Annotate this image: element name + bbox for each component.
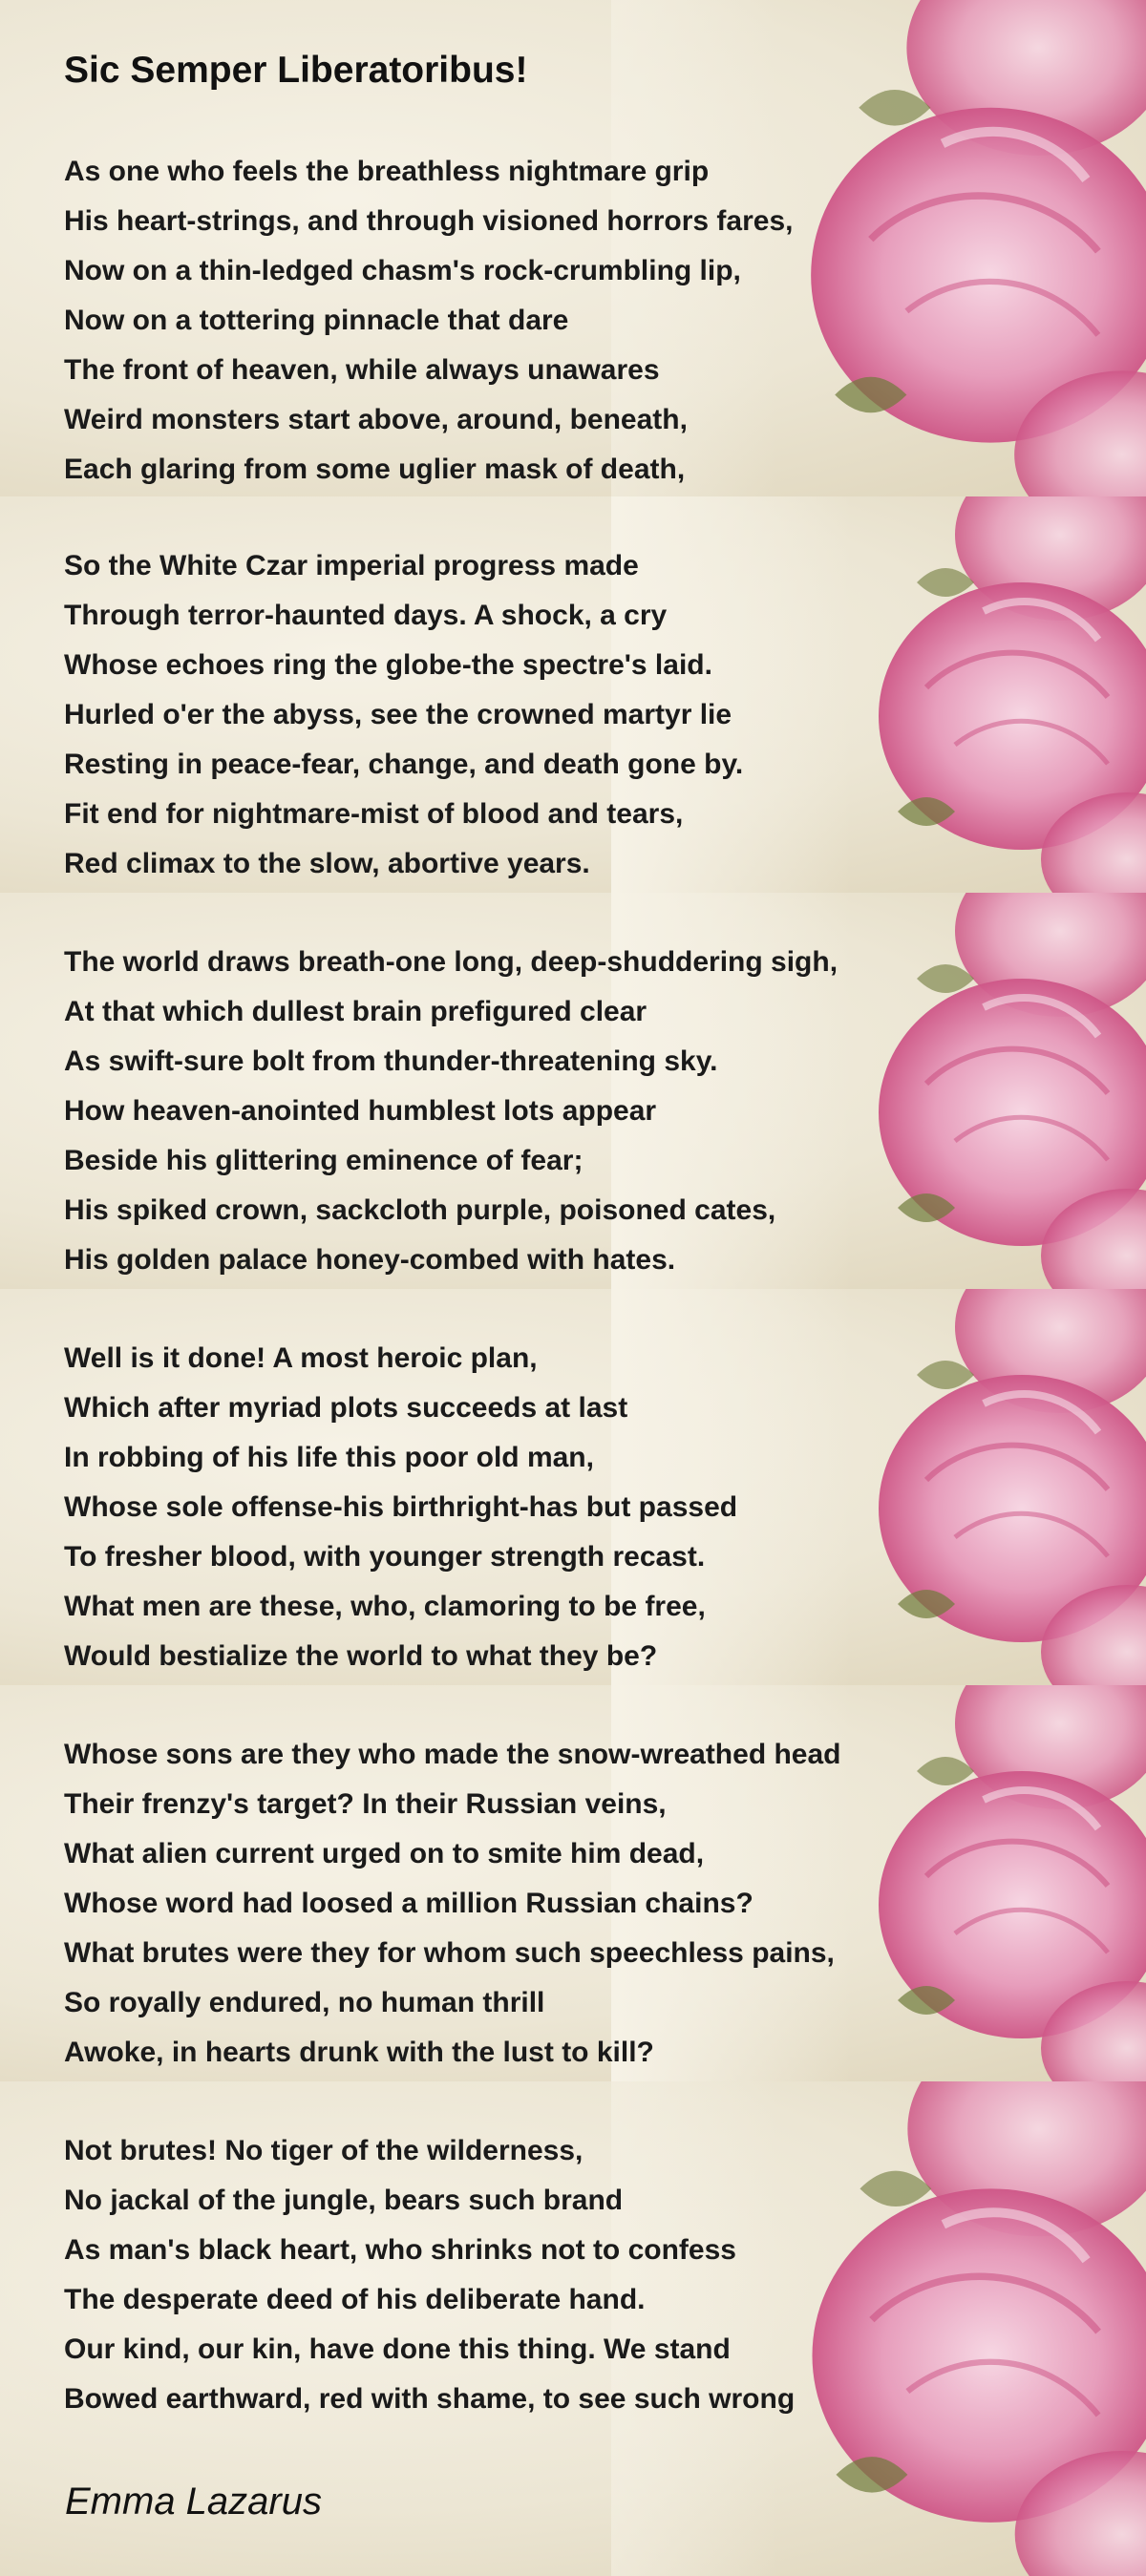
poem-author: Emma Lazarus (65, 2481, 322, 2523)
stanza (64, 938, 838, 1285)
poem-line: Bowed earthward, red with shame, to see such wrong (64, 2383, 796, 2415)
poem-line: No jackal of the jungle, bears such brand (64, 2185, 624, 2216)
poem-line: Resting in peace-fear, change, and death gone by. (64, 749, 744, 780)
poem-line: Whose echoes ring the globe-the spectre's laid. (64, 649, 712, 681)
poem-line: The front of heaven, while always unawares (64, 354, 660, 386)
poem-line: His spiked crown, sackcloth purple, poisoned cates, (64, 1194, 776, 1226)
poem-line: So royally endured, no human thrill (64, 1987, 545, 2018)
poem-line: His golden palace honey-combed with hates. (64, 1244, 676, 1276)
poem-line: Beside his glittering eminence of fear; (64, 1145, 584, 1176)
poem-title: Sic Semper Liberatoribus! (64, 50, 528, 91)
poem-line: Which after myriad plots succeeds at last (64, 1392, 628, 1424)
poem-line: Whose sole offense-his birthright-has but passed (64, 1491, 738, 1523)
poem-line: To fresher blood, with younger strength recast. (64, 1541, 706, 1573)
poem-line: Weird monsters start above, around, beneath, (64, 404, 688, 435)
poem-line: As swift-sure bolt from thunder-threatening sky. (64, 1045, 718, 1077)
poem-line: What brutes were they for whom such speechless pains, (64, 1937, 835, 1969)
poem-line: Their frenzy's target? In their Russian veins, (64, 1788, 667, 1820)
poem-line: Red climax to the slow, abortive years. (64, 848, 590, 879)
poem-line: The world draws breath-one long, deep-shuddering sigh, (64, 946, 838, 978)
poem-line: Each glaring from some uglier mask of death, (64, 454, 686, 485)
stanza (64, 147, 793, 495)
stanza (64, 1334, 737, 1681)
poem-line: At that which dullest brain prefigured clear (64, 996, 647, 1027)
poem-line: Fit end for nightmare-mist of blood and tears, (64, 798, 684, 830)
poem-line: Would bestialize the world to what they be? (64, 1640, 658, 1672)
poem-line: As man's black heart, who shrinks not to confess (64, 2234, 736, 2266)
poem-line: Hurled o'er the abyss, see the crowned martyr lie (64, 699, 732, 730)
poem-line: The desperate deed of his deliberate hand. (64, 2284, 646, 2315)
poem-line: As one who feels the breathless nightmare grip (64, 156, 710, 187)
poem-line: Well is it done! A most heroic plan, (64, 1342, 538, 1374)
stanza (64, 1730, 841, 2078)
poem-line: What men are these, who, clamoring to be free, (64, 1591, 706, 1622)
poem-line: Awoke, in hearts drunk with the lust to kill? (64, 2037, 654, 2068)
poem-line: So the White Czar imperial progress made (64, 550, 639, 581)
poem-line: Not brutes! No tiger of the wilderness, (64, 2135, 584, 2166)
poem-line: Whose word had loosed a million Russian chains? (64, 1888, 753, 1919)
poem-line: Now on a thin-ledged chasm's rock-crumbling lip, (64, 255, 741, 286)
poem-line: His heart-strings, and through visioned horrors fares, (64, 205, 794, 237)
poem-line: What alien current urged on to smite him dead, (64, 1838, 705, 1869)
poem-line: Our kind, our kin, have done this thing. We stand (64, 2333, 731, 2365)
poem-line: In robbing of his life this poor old man, (64, 1442, 594, 1473)
stanza (64, 2126, 795, 2424)
poem-line: How heaven-anointed humblest lots appear (64, 1095, 657, 1127)
poem-line: Whose sons are they who made the snow-wreathed head (64, 1739, 841, 1770)
poem-line: Now on a tottering pinnacle that dare (64, 305, 569, 336)
stanza (64, 541, 743, 889)
poem-line: Through terror-haunted days. A shock, a cry (64, 600, 668, 631)
